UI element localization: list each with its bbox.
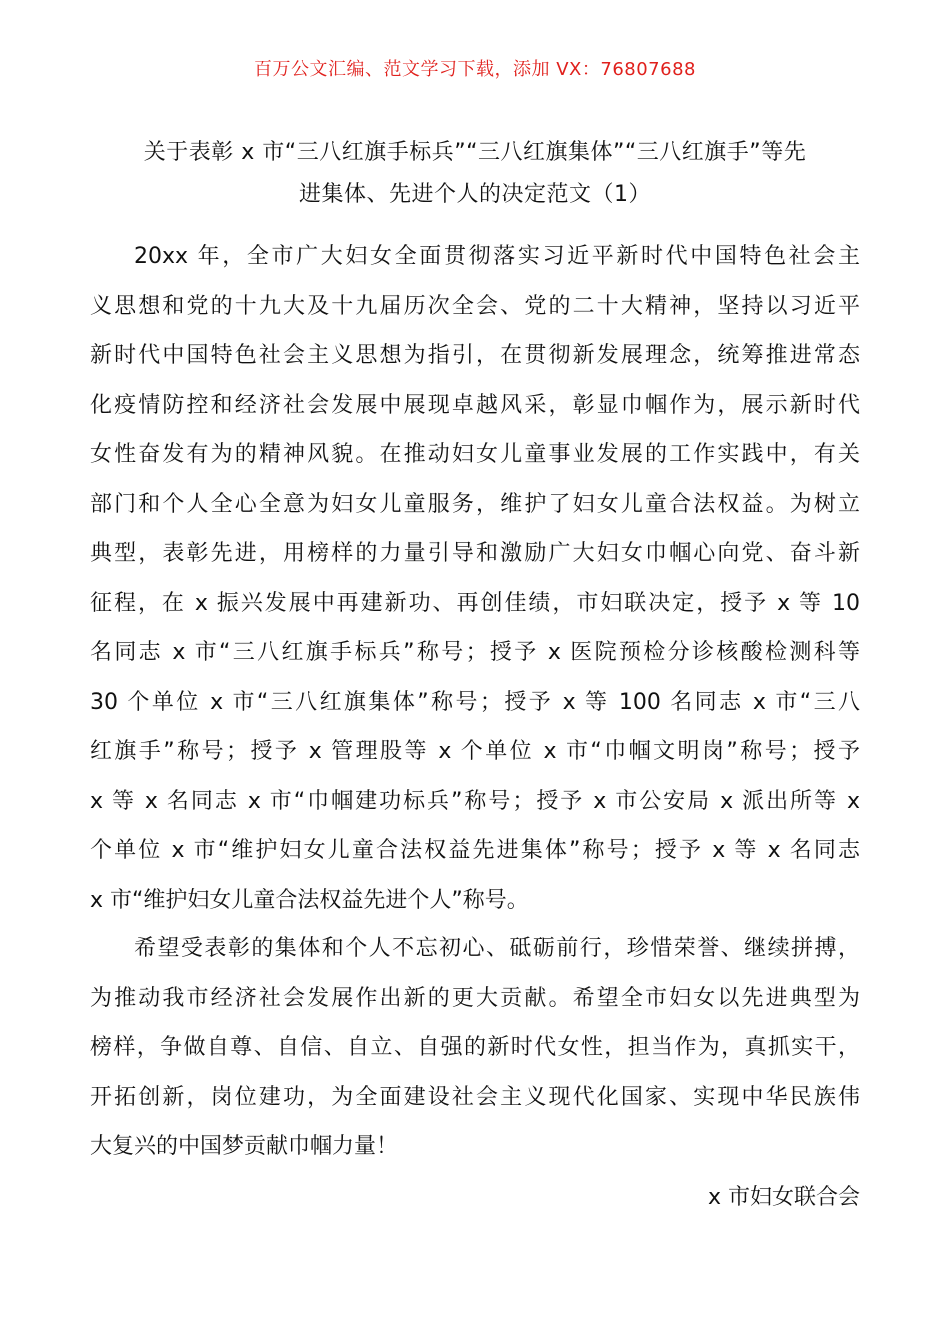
- paragraph-line: 30 个单位 x 市“三八红旗集体”称号；授予 x 等 100 名同志 x 市“三八: [90, 689, 860, 715]
- paragraph-line: 典型，表彰先进，用榜样的力量引导和激励广大妇女巾帼心向党、奋斗新: [90, 541, 860, 566]
- paragraph-line: 开拓创新，岗位建功，为全面建设社会主义现代化国家、实现中华民族伟: [90, 1084, 860, 1110]
- title-line: 关于表彰 x 市“三八红旗手标兵”“三八红旗集体”“三八红旗手”等先: [143, 140, 807, 165]
- paragraph-line: 义思想和党的十九大及十九届历次全会、党的二十大精神，坚持以习近平: [90, 293, 860, 319]
- paragraph-line: 部门和个人全心全意为妇女儿童服务，维护了妇女儿童合法权益。为树立: [90, 491, 860, 517]
- paragraph-line: 大复兴的中国梦贡献巾帼力量！: [90, 1134, 399, 1159]
- paragraph-line: 新时代中国特色社会主义思想为指引，在贯彻新发展理念，统筹推进常态: [90, 343, 860, 368]
- document-title: [90, 132, 860, 216]
- header-ad-note: 百万公文汇编、范文学习下载，添加 VX：76807688: [254, 59, 696, 80]
- title-line: 进集体、先进个人的决定范文（1）: [299, 182, 651, 207]
- paragraph-line: 20xx 年，全市广大妇女全面贯彻落实习近平新时代中国特色社会主: [134, 244, 860, 269]
- paragraph-line: 个单位 x 市“维护妇女儿童合法权益先进集体”称号；授予 x 等 x 名同志: [90, 838, 860, 863]
- paragraph-line: 名同志 x 市“三八红旗手标兵”称号；授予 x 医院预检分诊核酸检测科等: [90, 640, 860, 665]
- paragraph-line: x 等 x 名同志 x 市“巾帼建功标兵”称号；授予 x 市公安局 x 派出所等 x: [90, 788, 860, 814]
- signature: x 市妇女联合会: [707, 1185, 860, 1210]
- paragraph-1: [90, 232, 860, 925]
- paragraph-line: 红旗手”称号；授予 x 管理股等 x 个单位 x 市“巾帼文明岗”称号；授予: [90, 739, 860, 764]
- paragraph-line: 为推动我市经济社会发展作出新的更大贡献。希望全市妇女以先进典型为: [90, 985, 860, 1011]
- paragraph-line: 榜样，争做自尊、自信、自立、自强的新时代女性，担当作为，真抓实干，: [90, 1035, 860, 1060]
- paragraph-line: 征程，在 x 振兴发展中再建新功、再创佳绩，市妇联决定，授予 x 等 10: [90, 590, 860, 616]
- paragraph-line: 化疫情防控和经济社会发展中展现卓越风采，彰显巾帼作为，展示新时代: [90, 392, 860, 418]
- paragraph-line: 女性奋发有为的精神风貌。在推动妇女儿童事业发展的工作实践中，有关: [90, 442, 860, 467]
- paragraph-line: 希望受表彰的集体和个人不忘初心、砥砺前行，珍惜荣誉、继续拼搏，: [134, 936, 860, 961]
- paragraph-line: x 市“维护妇女儿童合法权益先进个人”称号。: [90, 887, 529, 913]
- paragraph-2: [90, 924, 860, 1172]
